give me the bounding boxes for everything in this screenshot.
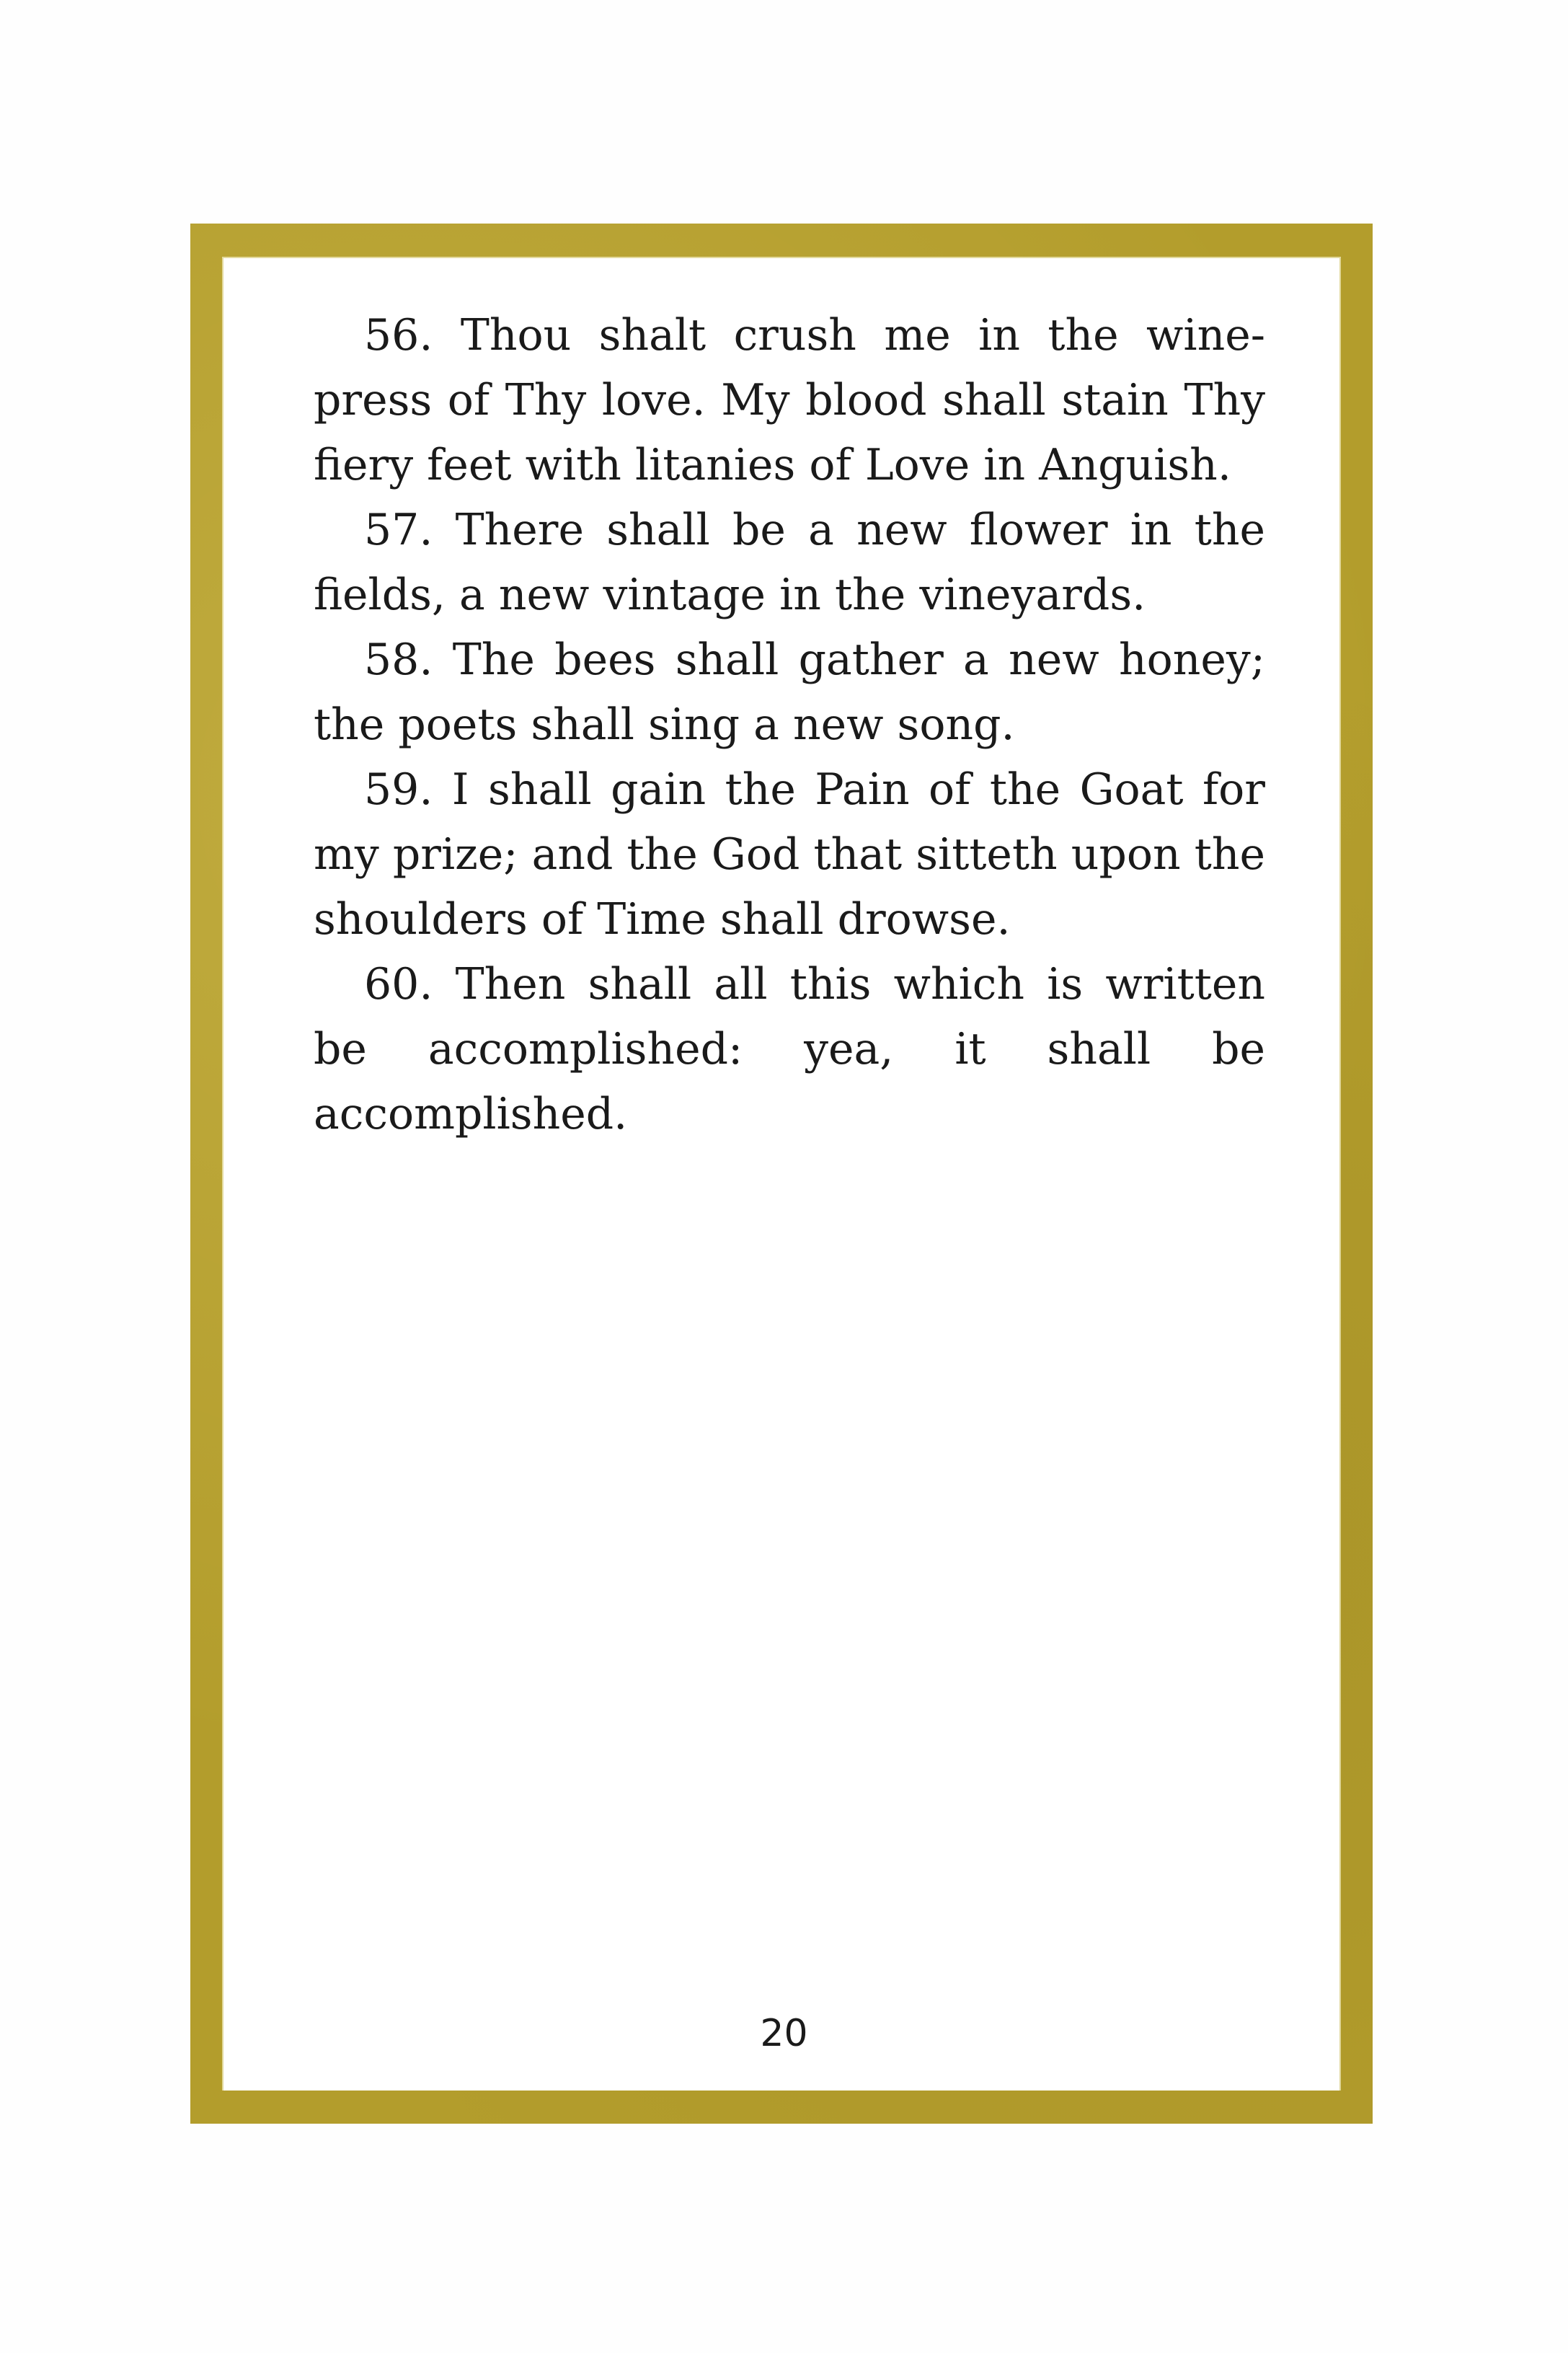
verse-text: I shall gain the Pain of the Goat for my prize; and the God that sitteth upon the shoulders of Time shall drowse.: [314, 764, 1265, 945]
verse-text: The bees shall gather a new honey; the poets shall sing a new song.: [314, 635, 1265, 750]
verse-text: There shall be a new flower in the fields, a new vintage in the vineyards.: [314, 505, 1265, 620]
verse-number: 56.: [364, 310, 433, 361]
verse-56: [314, 303, 1265, 498]
verse-number: 59.: [364, 764, 433, 815]
verse-number: 60.: [364, 959, 433, 1010]
verse-text: Thou shalt crush me in the wine-press of Thy love. My blood shall stain Thy fiery feet with litanies of Love in Anguish.: [314, 310, 1265, 490]
verse-block: [314, 303, 1265, 1147]
page-number: 20: [760, 2012, 808, 2055]
verse-59: [314, 757, 1265, 952]
verse-number: 57.: [364, 505, 433, 555]
verse-number: 58.: [364, 635, 433, 685]
verse-60: [314, 952, 1265, 1147]
verse-58: [314, 627, 1265, 757]
verse-text: Then shall all this which is written be accomplished: yea, it shall be accomplished.: [314, 959, 1265, 1139]
verse-57: [314, 498, 1265, 627]
